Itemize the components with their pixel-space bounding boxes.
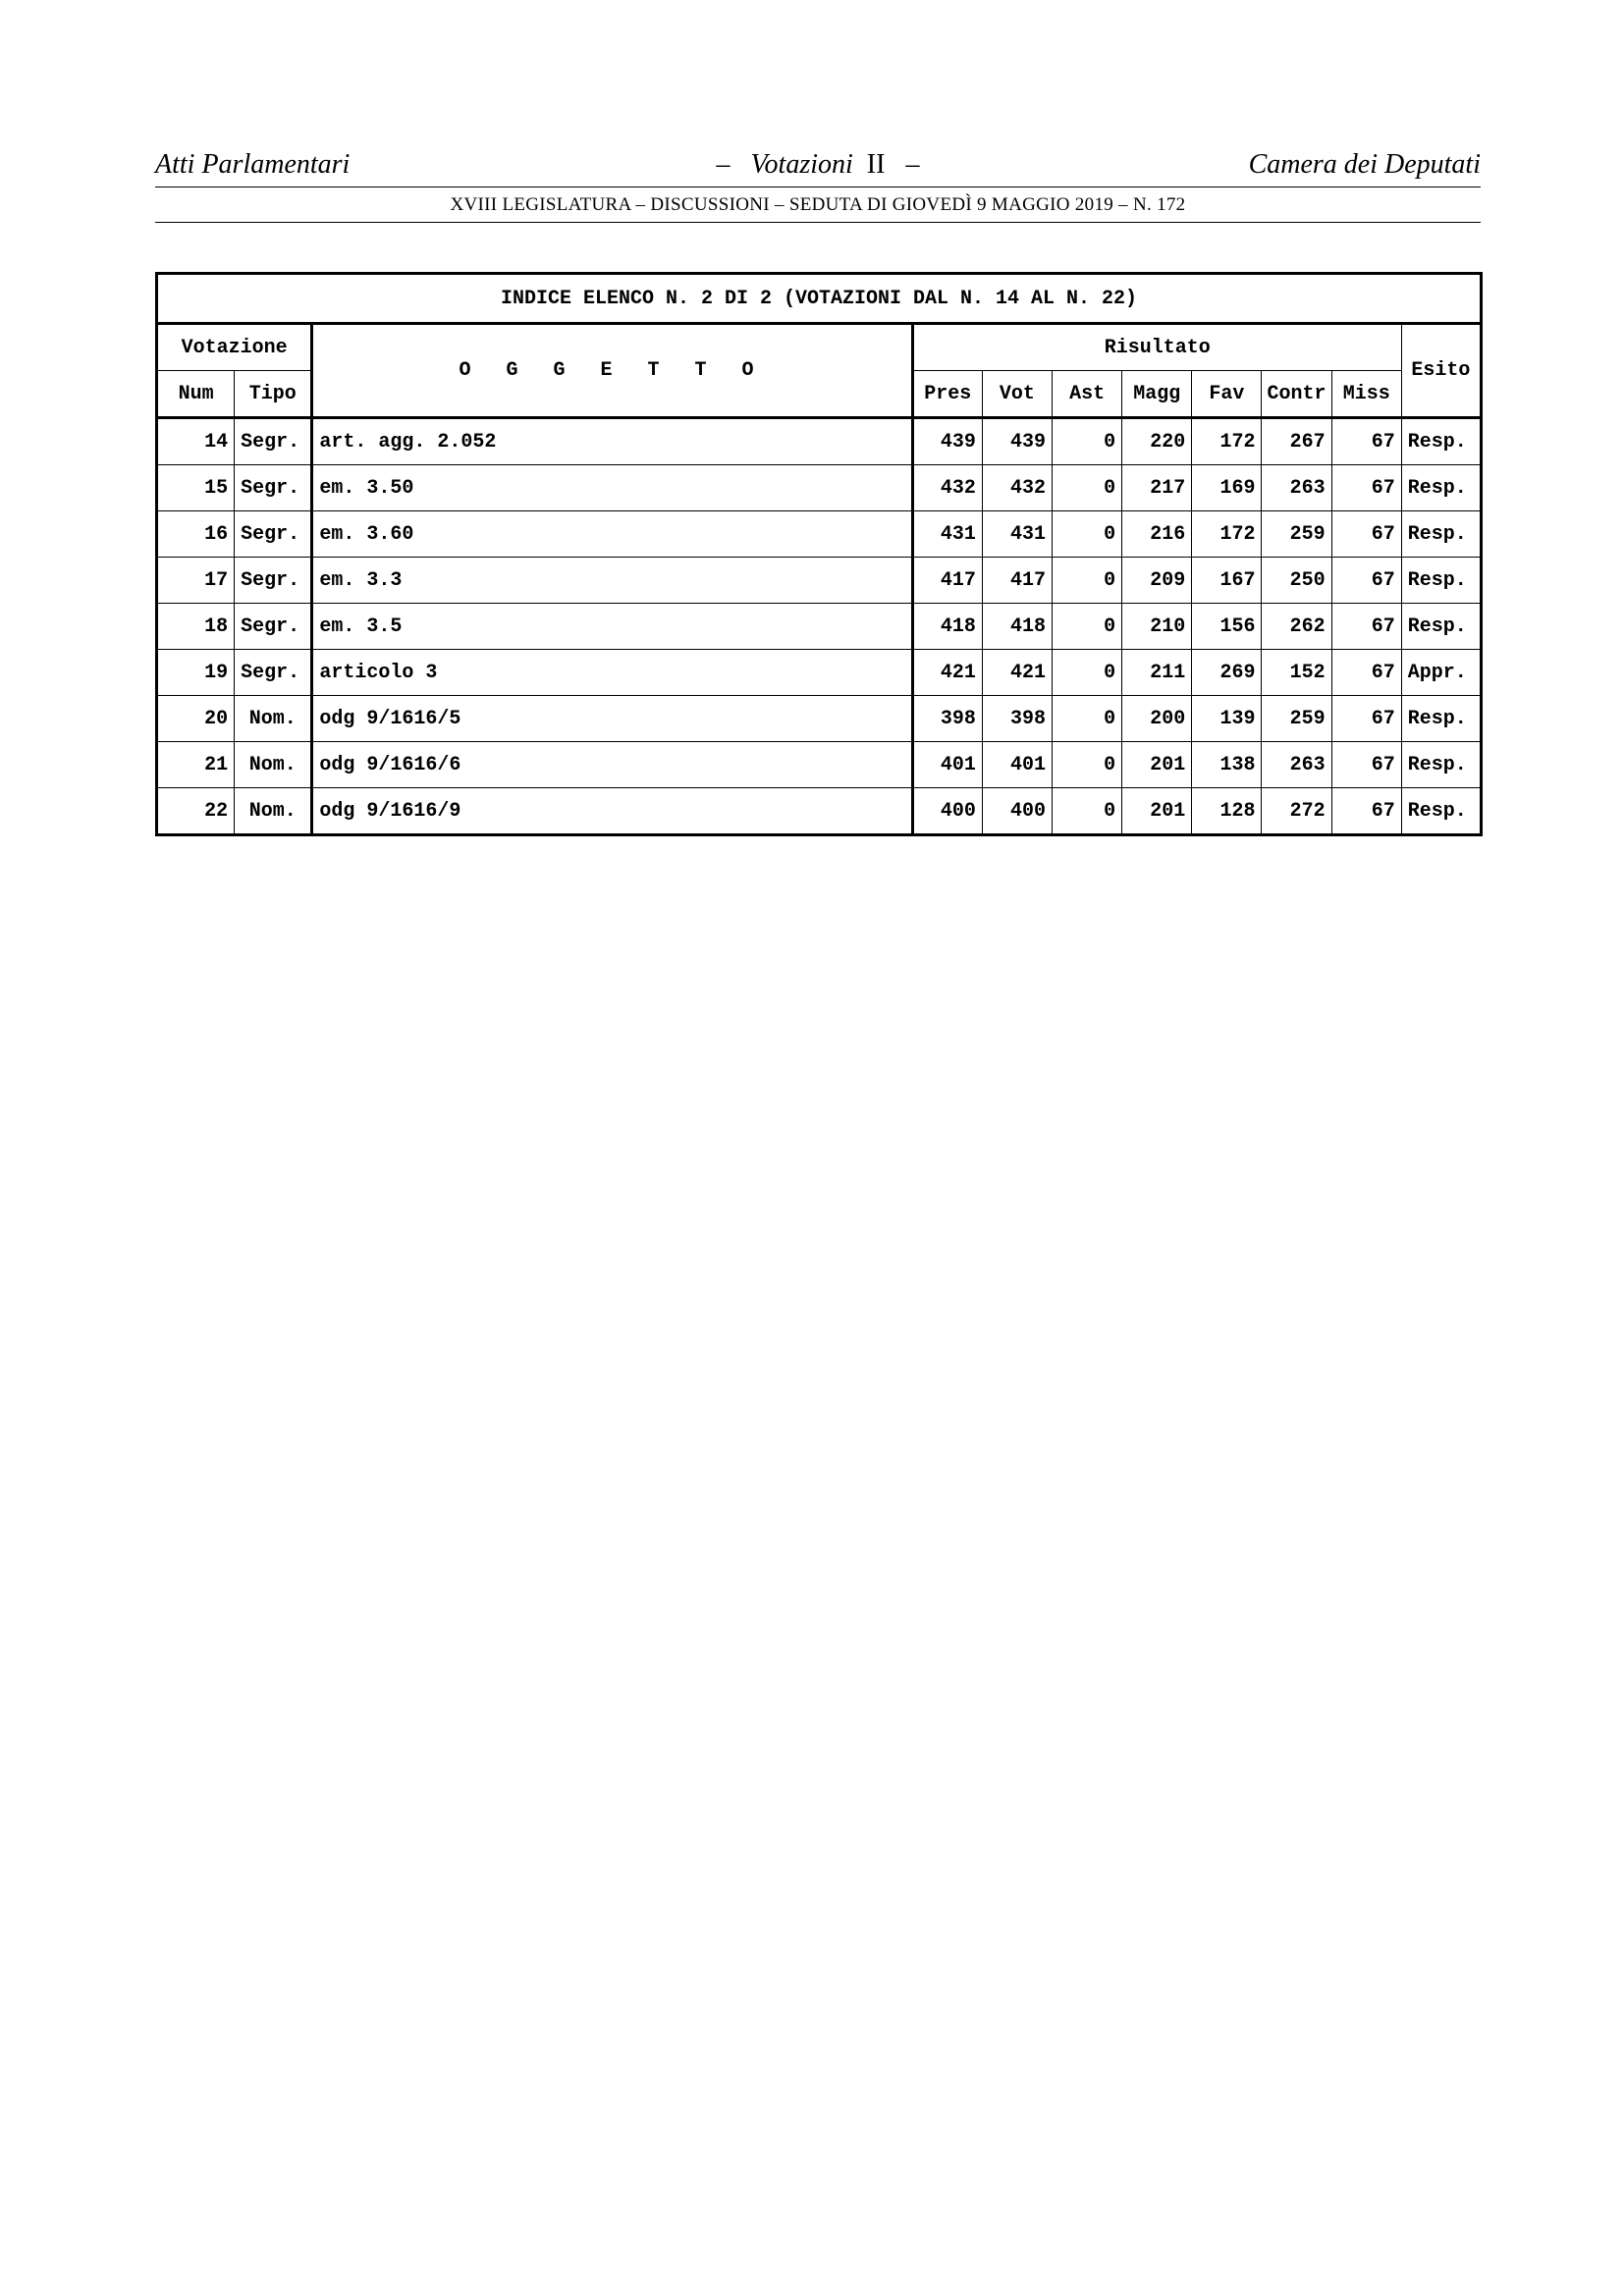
row-pres: 431 bbox=[912, 511, 982, 558]
row-vot: 400 bbox=[982, 788, 1052, 835]
row-tipo: Segr. bbox=[235, 511, 312, 558]
row-num: 14 bbox=[157, 418, 235, 465]
row-fav: 172 bbox=[1192, 511, 1262, 558]
row-miss: 67 bbox=[1331, 604, 1401, 650]
row-fav: 172 bbox=[1192, 418, 1262, 465]
row-ast: 0 bbox=[1053, 788, 1122, 835]
header-rule-bottom bbox=[155, 222, 1481, 223]
row-pres: 401 bbox=[912, 742, 982, 788]
row-esito: Resp. bbox=[1401, 418, 1481, 465]
row-esito: Resp. bbox=[1401, 465, 1481, 511]
magg-header: Magg bbox=[1122, 371, 1192, 418]
row-esito: Resp. bbox=[1401, 788, 1481, 835]
row-fav: 128 bbox=[1192, 788, 1262, 835]
row-contr: 267 bbox=[1262, 418, 1331, 465]
row-magg: 201 bbox=[1122, 788, 1192, 835]
table-row bbox=[157, 696, 1482, 742]
row-contr: 263 bbox=[1262, 465, 1331, 511]
row-fav: 167 bbox=[1192, 558, 1262, 604]
row-tipo: Nom. bbox=[235, 696, 312, 742]
pres-header: Pres bbox=[912, 371, 982, 418]
row-num: 17 bbox=[157, 558, 235, 604]
row-num: 15 bbox=[157, 465, 235, 511]
header-center-title: Votazioni bbox=[750, 149, 853, 180]
row-pres: 432 bbox=[912, 465, 982, 511]
row-vot: 417 bbox=[982, 558, 1052, 604]
row-magg: 211 bbox=[1122, 650, 1192, 696]
row-vot: 431 bbox=[982, 511, 1052, 558]
row-vot: 401 bbox=[982, 742, 1052, 788]
row-esito: Appr. bbox=[1401, 650, 1481, 696]
row-fav: 138 bbox=[1192, 742, 1262, 788]
row-ast: 0 bbox=[1053, 696, 1122, 742]
row-miss: 67 bbox=[1331, 650, 1401, 696]
row-tipo: Nom. bbox=[235, 742, 312, 788]
risultato-group-header: Risultato bbox=[912, 324, 1401, 371]
row-magg: 217 bbox=[1122, 465, 1192, 511]
row-vot: 439 bbox=[982, 418, 1052, 465]
row-num: 16 bbox=[157, 511, 235, 558]
row-contr: 250 bbox=[1262, 558, 1331, 604]
row-num: 22 bbox=[157, 788, 235, 835]
row-miss: 67 bbox=[1331, 418, 1401, 465]
header-dash-right: – bbox=[905, 149, 920, 180]
row-contr: 259 bbox=[1262, 511, 1331, 558]
row-contr: 272 bbox=[1262, 788, 1331, 835]
row-esito: Resp. bbox=[1401, 558, 1481, 604]
row-oggetto: odg 9/1616/9 bbox=[312, 788, 912, 835]
votazione-group-header: Votazione bbox=[157, 324, 312, 371]
row-pres: 421 bbox=[912, 650, 982, 696]
miss-header: Miss bbox=[1331, 371, 1401, 418]
header-left-text: Atti Parlamentari bbox=[155, 149, 351, 180]
row-tipo: Segr. bbox=[235, 650, 312, 696]
table-row bbox=[157, 418, 1482, 465]
row-ast: 0 bbox=[1053, 465, 1122, 511]
row-tipo: Nom. bbox=[235, 788, 312, 835]
row-num: 21 bbox=[157, 742, 235, 788]
table-title: INDICE ELENCO N. 2 DI 2 (VOTAZIONI DAL N. 14 AL N. 22) bbox=[157, 274, 1482, 324]
tipo-header: Tipo bbox=[235, 371, 312, 418]
row-miss: 67 bbox=[1331, 742, 1401, 788]
row-miss: 67 bbox=[1331, 511, 1401, 558]
row-oggetto: art. agg. 2.052 bbox=[312, 418, 912, 465]
row-contr: 262 bbox=[1262, 604, 1331, 650]
row-vot: 398 bbox=[982, 696, 1052, 742]
row-esito: Resp. bbox=[1401, 511, 1481, 558]
row-num: 19 bbox=[157, 650, 235, 696]
table-row bbox=[157, 788, 1482, 835]
row-magg: 200 bbox=[1122, 696, 1192, 742]
row-contr: 263 bbox=[1262, 742, 1331, 788]
row-pres: 400 bbox=[912, 788, 982, 835]
vot-header: Vot bbox=[982, 371, 1052, 418]
esito-header: Esito bbox=[1401, 324, 1481, 418]
header-right-text: Camera dei Deputati bbox=[1248, 149, 1481, 180]
row-pres: 398 bbox=[912, 696, 982, 742]
row-pres: 418 bbox=[912, 604, 982, 650]
row-oggetto: odg 9/1616/5 bbox=[312, 696, 912, 742]
row-contr: 152 bbox=[1262, 650, 1331, 696]
row-pres: 417 bbox=[912, 558, 982, 604]
row-ast: 0 bbox=[1053, 604, 1122, 650]
row-miss: 67 bbox=[1331, 696, 1401, 742]
row-miss: 67 bbox=[1331, 558, 1401, 604]
votes-index-table bbox=[155, 272, 1483, 836]
row-fav: 169 bbox=[1192, 465, 1262, 511]
row-tipo: Segr. bbox=[235, 604, 312, 650]
table-row bbox=[157, 558, 1482, 604]
row-magg: 216 bbox=[1122, 511, 1192, 558]
num-header: Num bbox=[157, 371, 235, 418]
row-oggetto: em. 3.60 bbox=[312, 511, 912, 558]
contr-header: Contr bbox=[1262, 371, 1331, 418]
row-miss: 67 bbox=[1331, 788, 1401, 835]
row-magg: 220 bbox=[1122, 418, 1192, 465]
row-vot: 421 bbox=[982, 650, 1052, 696]
row-ast: 0 bbox=[1053, 650, 1122, 696]
table-row bbox=[157, 511, 1482, 558]
row-oggetto: articolo 3 bbox=[312, 650, 912, 696]
table-row bbox=[157, 604, 1482, 650]
row-magg: 209 bbox=[1122, 558, 1192, 604]
row-ast: 0 bbox=[1053, 511, 1122, 558]
row-ast: 0 bbox=[1053, 742, 1122, 788]
row-oggetto: em. 3.50 bbox=[312, 465, 912, 511]
row-oggetto: em. 3.5 bbox=[312, 604, 912, 650]
row-esito: Resp. bbox=[1401, 742, 1481, 788]
row-vot: 432 bbox=[982, 465, 1052, 511]
row-vot: 418 bbox=[982, 604, 1052, 650]
fav-header: Fav bbox=[1192, 371, 1262, 418]
header-dash-left: – bbox=[716, 149, 731, 180]
table-row bbox=[157, 742, 1482, 788]
row-magg: 210 bbox=[1122, 604, 1192, 650]
row-esito: Resp. bbox=[1401, 696, 1481, 742]
row-oggetto: odg 9/1616/6 bbox=[312, 742, 912, 788]
row-fav: 156 bbox=[1192, 604, 1262, 650]
header-center-roman: II bbox=[866, 149, 886, 180]
table-row bbox=[157, 650, 1482, 696]
row-ast: 0 bbox=[1053, 418, 1122, 465]
row-tipo: Segr. bbox=[235, 465, 312, 511]
row-pres: 439 bbox=[912, 418, 982, 465]
row-num: 18 bbox=[157, 604, 235, 650]
row-fav: 139 bbox=[1192, 696, 1262, 742]
table-row bbox=[157, 465, 1482, 511]
row-esito: Resp. bbox=[1401, 604, 1481, 650]
row-num: 20 bbox=[157, 696, 235, 742]
row-fav: 269 bbox=[1192, 650, 1262, 696]
row-ast: 0 bbox=[1053, 558, 1122, 604]
oggetto-header: O G G E T T O bbox=[312, 324, 912, 418]
row-tipo: Segr. bbox=[235, 418, 312, 465]
row-oggetto: em. 3.3 bbox=[312, 558, 912, 604]
page-header bbox=[155, 149, 1481, 188]
row-contr: 259 bbox=[1262, 696, 1331, 742]
header-subtitle: XVIII LEGISLATURA – DISCUSSIONI – SEDUTA DI GIOVEDÌ 9 MAGGIO 2019 – N. 172 bbox=[450, 194, 1186, 215]
ast-header: Ast bbox=[1053, 371, 1122, 418]
row-miss: 67 bbox=[1331, 465, 1401, 511]
row-tipo: Segr. bbox=[235, 558, 312, 604]
row-magg: 201 bbox=[1122, 742, 1192, 788]
